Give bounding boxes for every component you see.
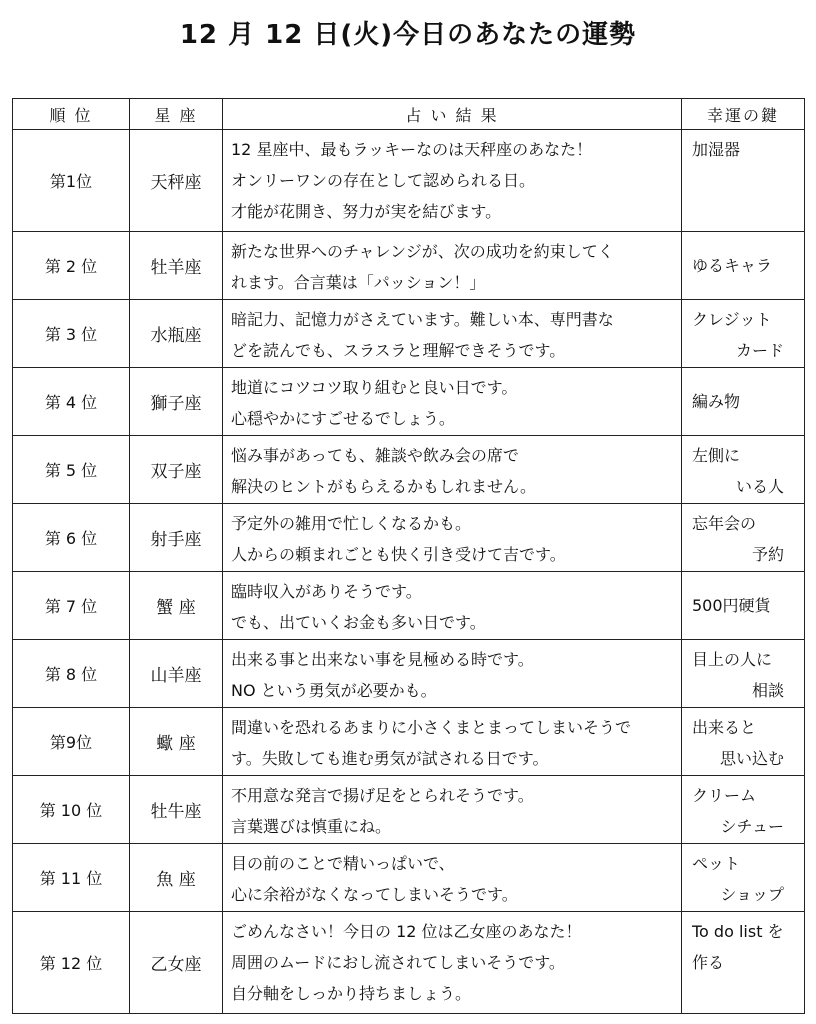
table-row	[13, 708, 805, 776]
key-cell	[682, 912, 805, 1014]
sign-cell: 双子座	[130, 436, 223, 504]
key-cell	[682, 572, 805, 640]
result-line: でも、出ていくお金も多い日です。	[231, 613, 486, 632]
key-cell	[682, 300, 805, 368]
header-result: 占 い 結 果	[223, 99, 682, 130]
rank-cell: 第9位	[13, 708, 130, 776]
result-cell	[223, 572, 682, 640]
lucky-key-continued: 思い込む	[719, 749, 784, 768]
lucky-key: ゆるキャラ	[692, 256, 773, 275]
header-key: 幸運の鍵	[682, 99, 805, 130]
result-cell	[223, 844, 682, 912]
sign-cell: 天秤座	[130, 130, 223, 232]
result-cell	[223, 912, 682, 1014]
result-line: 臨時収入がありそうです。	[231, 582, 422, 601]
result-line: 悩み事があっても、雑談や飲み会の席で	[231, 446, 519, 465]
result-line: 目の前のことで精いっぱいで、	[231, 854, 455, 873]
result-line: どを読んでも、スラスラと理解できそうです。	[231, 341, 566, 360]
rank-cell: 第 4 位	[13, 368, 130, 436]
result-line: 人からの頼まれごとも快く引き受けて吉です。	[231, 545, 566, 564]
result-line: 新たな世界へのチャレンジが、次の成功を約束してく	[231, 242, 614, 261]
key-cell	[682, 504, 805, 572]
lucky-key: クレジット	[692, 310, 772, 329]
table-header-row	[13, 99, 805, 130]
result-line: 心に余裕がなくなってしまいそうです。	[231, 885, 518, 904]
rank-cell: 第 12 位	[13, 912, 130, 1014]
result-line: 解決のヒントがもらえるかもしれません。	[231, 477, 536, 496]
lucky-key: 編み物	[692, 392, 741, 411]
result-line: 予定外の雑用で忙しくなるかも。	[231, 514, 472, 533]
rank-cell: 第 2 位	[13, 232, 130, 300]
result-cell	[223, 300, 682, 368]
result-line: 地道にコツコツ取り組むと良い日です。	[231, 378, 518, 397]
lucky-key: クリーム	[692, 786, 757, 805]
key-cell	[682, 232, 805, 300]
result-line: ごめんなさい！今日の 12 位は乙女座のあなた！	[231, 922, 582, 941]
lucky-key-continued: 作る	[692, 953, 725, 972]
sign-cell: 牡牛座	[130, 776, 223, 844]
result-line: 心穏やかにすごせるでしょう。	[231, 409, 455, 428]
result-line: 言葉選びは慎重にね。	[231, 817, 392, 836]
rank-cell: 第 10 位	[13, 776, 130, 844]
result-line: 12 星座中、最もラッキーなのは天秤座のあなた！	[231, 140, 593, 159]
rank-cell: 第 5 位	[13, 436, 130, 504]
result-cell	[223, 776, 682, 844]
table-row	[13, 504, 805, 572]
sign-cell: 水瓶座	[130, 300, 223, 368]
lucky-key-continued: いる人	[735, 477, 784, 496]
result-line: 暗記力、記憶力がさえています。難しい本、専門書な	[231, 310, 614, 329]
rank-cell: 第 8 位	[13, 640, 130, 708]
sign-cell: 山羊座	[130, 640, 223, 708]
table-row	[13, 368, 805, 436]
result-cell	[223, 368, 682, 436]
result-line: 不用意な発言で揚げ足をとられそうです。	[231, 786, 534, 805]
header-rank: 順 位	[13, 99, 130, 130]
lucky-key-continued: 予約	[751, 545, 784, 564]
lucky-key: 500円硬貨	[692, 596, 771, 615]
table-row	[13, 436, 805, 504]
table-row	[13, 640, 805, 708]
key-cell	[682, 436, 805, 504]
lucky-key: 忘年会の	[692, 514, 757, 533]
sign-cell: 射手座	[130, 504, 223, 572]
result-cell	[223, 504, 682, 572]
result-cell	[223, 232, 682, 300]
sign-cell: 乙女座	[130, 912, 223, 1014]
lucky-key: 出来ると	[692, 718, 757, 737]
result-line: NO という勇気が必要かも。	[231, 681, 437, 700]
result-line: れます。合言葉は「パッション！」	[231, 273, 486, 292]
key-cell	[682, 130, 805, 232]
table-row	[13, 912, 805, 1014]
lucky-key: 加湿器	[692, 140, 741, 159]
result-line: オンリーワンの存在として認められる日。	[231, 171, 536, 190]
rank-cell: 第 6 位	[13, 504, 130, 572]
sign-cell: 牡羊座	[130, 232, 223, 300]
rank-cell: 第1位	[13, 130, 130, 232]
lucky-key-continued: 相談	[751, 681, 784, 700]
table-row	[13, 130, 805, 232]
sign-cell: 蠍 座	[130, 708, 223, 776]
result-cell	[223, 640, 682, 708]
sign-cell: 獅子座	[130, 368, 223, 436]
key-cell	[682, 708, 805, 776]
table-row	[13, 300, 805, 368]
result-line: 才能が花開き、努力が実を結びます。	[231, 202, 502, 221]
key-cell	[682, 368, 805, 436]
result-line: 自分軸をしっかり持ちましょう。	[231, 984, 472, 1003]
result-line: 周囲のムードにおし流されてしまいそうです。	[231, 953, 565, 972]
sign-cell: 魚 座	[130, 844, 223, 912]
result-cell	[223, 708, 682, 776]
result-line: 間違いを恐れるあまりに小さくまとまってしまいそうで	[231, 718, 632, 737]
result-line: す。失敗しても進む勇気が試される日です。	[231, 749, 549, 768]
lucky-key-continued: カード	[735, 341, 784, 360]
result-cell	[223, 436, 682, 504]
rank-cell: 第 11 位	[13, 844, 130, 912]
table-row	[13, 844, 805, 912]
rank-cell: 第 3 位	[13, 300, 130, 368]
key-cell	[682, 844, 805, 912]
table-row	[13, 572, 805, 640]
page-title: 12 月 12 日(火)今日のあなたの運勢	[179, 20, 637, 50]
result-line: 出来る事と出来ない事を見極める時です。	[231, 650, 534, 669]
lucky-key: To do list を	[692, 922, 784, 941]
table-row	[13, 776, 805, 844]
key-cell	[682, 640, 805, 708]
lucky-key: ペット	[692, 854, 741, 873]
lucky-key: 左側に	[692, 446, 741, 465]
sign-cell: 蟹 座	[130, 572, 223, 640]
key-cell	[682, 776, 805, 844]
rank-cell: 第 7 位	[13, 572, 130, 640]
horoscope-table	[12, 98, 805, 1014]
lucky-key-continued: シチュー	[720, 817, 784, 836]
result-cell	[223, 130, 682, 232]
header-sign: 星 座	[130, 99, 223, 130]
table-row	[13, 232, 805, 300]
lucky-key-continued: ショップ	[720, 885, 784, 904]
lucky-key: 目上の人に	[692, 650, 773, 669]
